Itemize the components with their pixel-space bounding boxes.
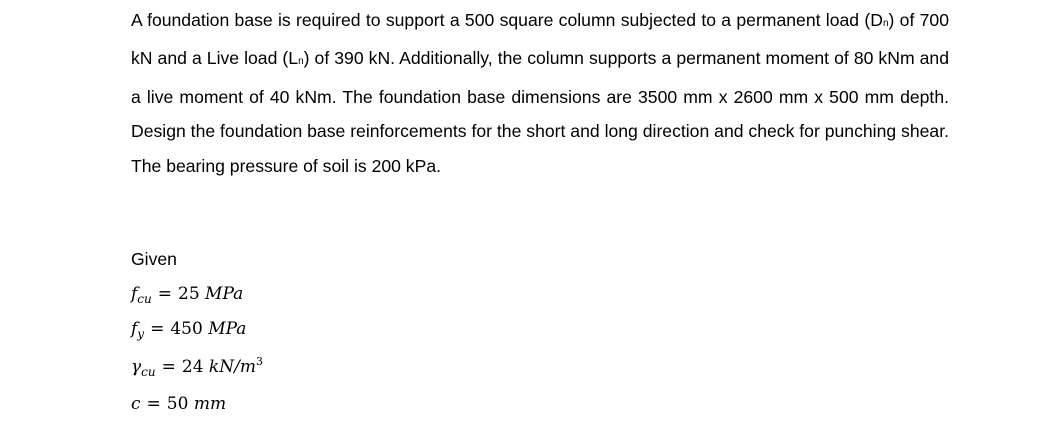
- gamma-symbol: γ: [131, 357, 142, 377]
- cover-value: 50: [166, 394, 189, 414]
- document-body: [131, 0, 949, 414]
- fy-equals: =: [150, 319, 165, 339]
- fy-value: 450: [170, 319, 203, 339]
- given-heading: Given: [131, 249, 177, 269]
- dead-load-subscript: n: [882, 18, 889, 29]
- equation-cover: [131, 394, 226, 414]
- gamma-unit-power: 3: [255, 355, 263, 368]
- cover-unit: mm: [193, 394, 227, 414]
- fcu-equals: =: [157, 284, 172, 304]
- cover-symbol: c: [131, 394, 141, 414]
- gamma-value: 24: [181, 357, 204, 377]
- equation-fcu: [131, 284, 243, 304]
- problem-statement: [131, 3, 949, 183]
- problem-text-2: ) of 700 kN and a Live load (L: [131, 10, 949, 69]
- equation-gamma: [131, 357, 263, 377]
- fy-subscript: y: [137, 327, 145, 341]
- gamma-unit: kN/m: [208, 357, 256, 377]
- fy-unit: MPa: [208, 319, 247, 339]
- gamma-subscript: cu: [141, 365, 156, 379]
- fcu-unit: MPa: [205, 284, 244, 304]
- equation-fy: [131, 319, 246, 339]
- live-load-subscript: n: [298, 56, 304, 68]
- fcu-symbol: f: [131, 284, 138, 304]
- problem-text-1: A foundation base is required to support a 500 square column subjected to a permanent load (D: [131, 10, 883, 30]
- cover-equals: =: [146, 394, 161, 414]
- fcu-subscript: cu: [137, 292, 152, 306]
- fcu-value: 25: [178, 284, 200, 304]
- problem-text-3: ) of 390 kN. Additionally, the column supports a permanent moment of 80 kNm and a live moment of 40 kNm. The foundation base dimensions are 3500 mm x 2600 mm x 500 mm depth. Design the foundation base reinforcements for the short and long direction and check for punching shear. The bearing pressure of soil is 200 kPa.: [131, 48, 949, 176]
- fy-symbol: f: [131, 319, 138, 339]
- gamma-equals: =: [161, 357, 176, 377]
